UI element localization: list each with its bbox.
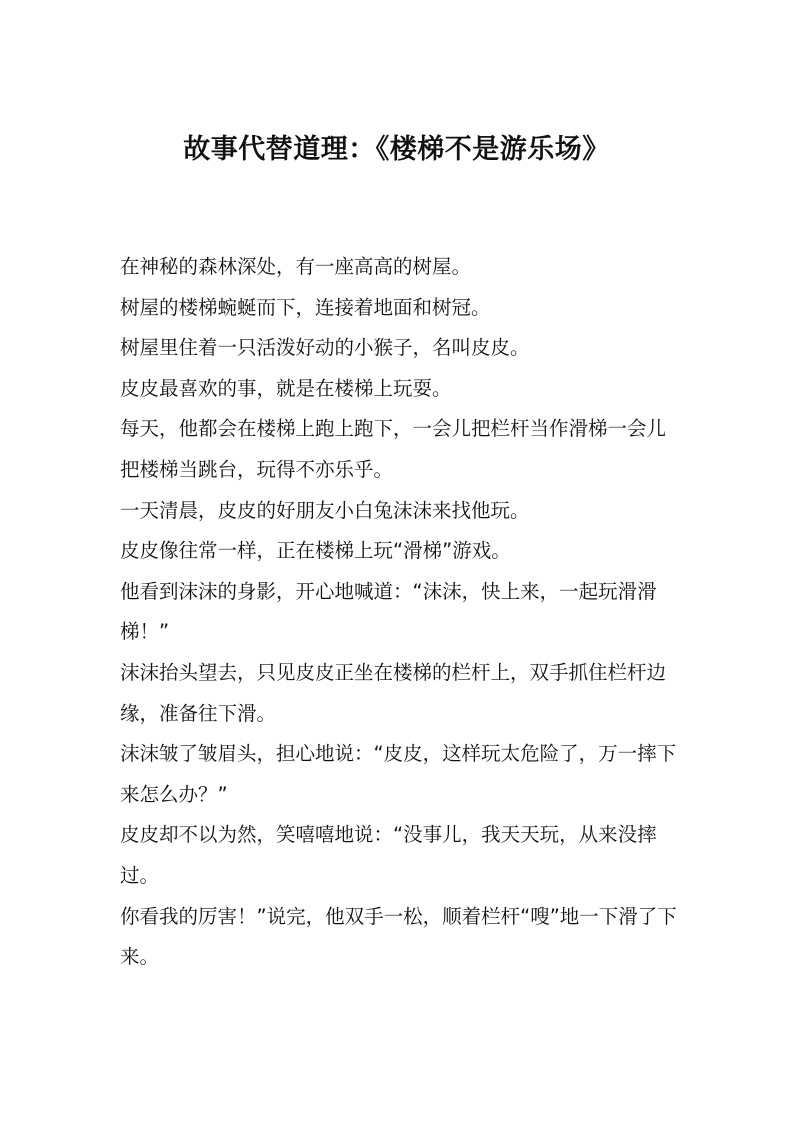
paragraph: 沫沫抬头望去，只见皮皮正坐在楼梯的栏杆上，双手抓住栏杆边缘，准备往下滑。 xyxy=(120,660,667,725)
paragraph: 一天清晨，皮皮的好朋友小白兔沫沫来找他玩。 xyxy=(120,498,530,522)
document-title: 故事代替道理：《楼梯不是游乐场》 xyxy=(183,134,610,165)
paragraph: 树屋的楼梯蜿蜒而下，连接着地面和树冠。 xyxy=(120,295,491,319)
paragraph: 皮皮最喜欢的事，就是在楼梯上玩耍。 xyxy=(120,376,452,400)
story-body xyxy=(120,247,680,978)
paragraph: 他看到沫沫的身影，开心地喊道：“沫沫，快上来，一起玩滑滑梯！” xyxy=(120,579,657,644)
paragraph: 皮皮却不以为然，笑嘻嘻地说：“没事儿，我天天玩，从来没摔过。 xyxy=(120,823,657,887)
paragraph: 每天，他都会在楼梯上跑上跑下，一会儿把栏杆当作滑梯一会儿把楼梯当跳台，玩得不亦乐乎。 xyxy=(120,417,667,481)
paragraph: 沫沫皱了皱眉头，担心地说：“皮皮，这样玩太危险了，万一摔下来怎么办？” xyxy=(120,742,677,806)
paragraph: 皮皮像往常一样，正在楼梯上玩“滑梯”游戏。 xyxy=(120,539,511,563)
paragraph: 你看我的厉害！”说完，他双手一松，顺着栏杆“嗖”地一下滑了下来。 xyxy=(120,904,677,969)
paragraph: 树屋里住着一只活泼好动的小猴子，名叫皮皮。 xyxy=(120,336,530,360)
paragraph: 在神秘的森林深处，有一座高高的树屋。 xyxy=(120,255,472,278)
